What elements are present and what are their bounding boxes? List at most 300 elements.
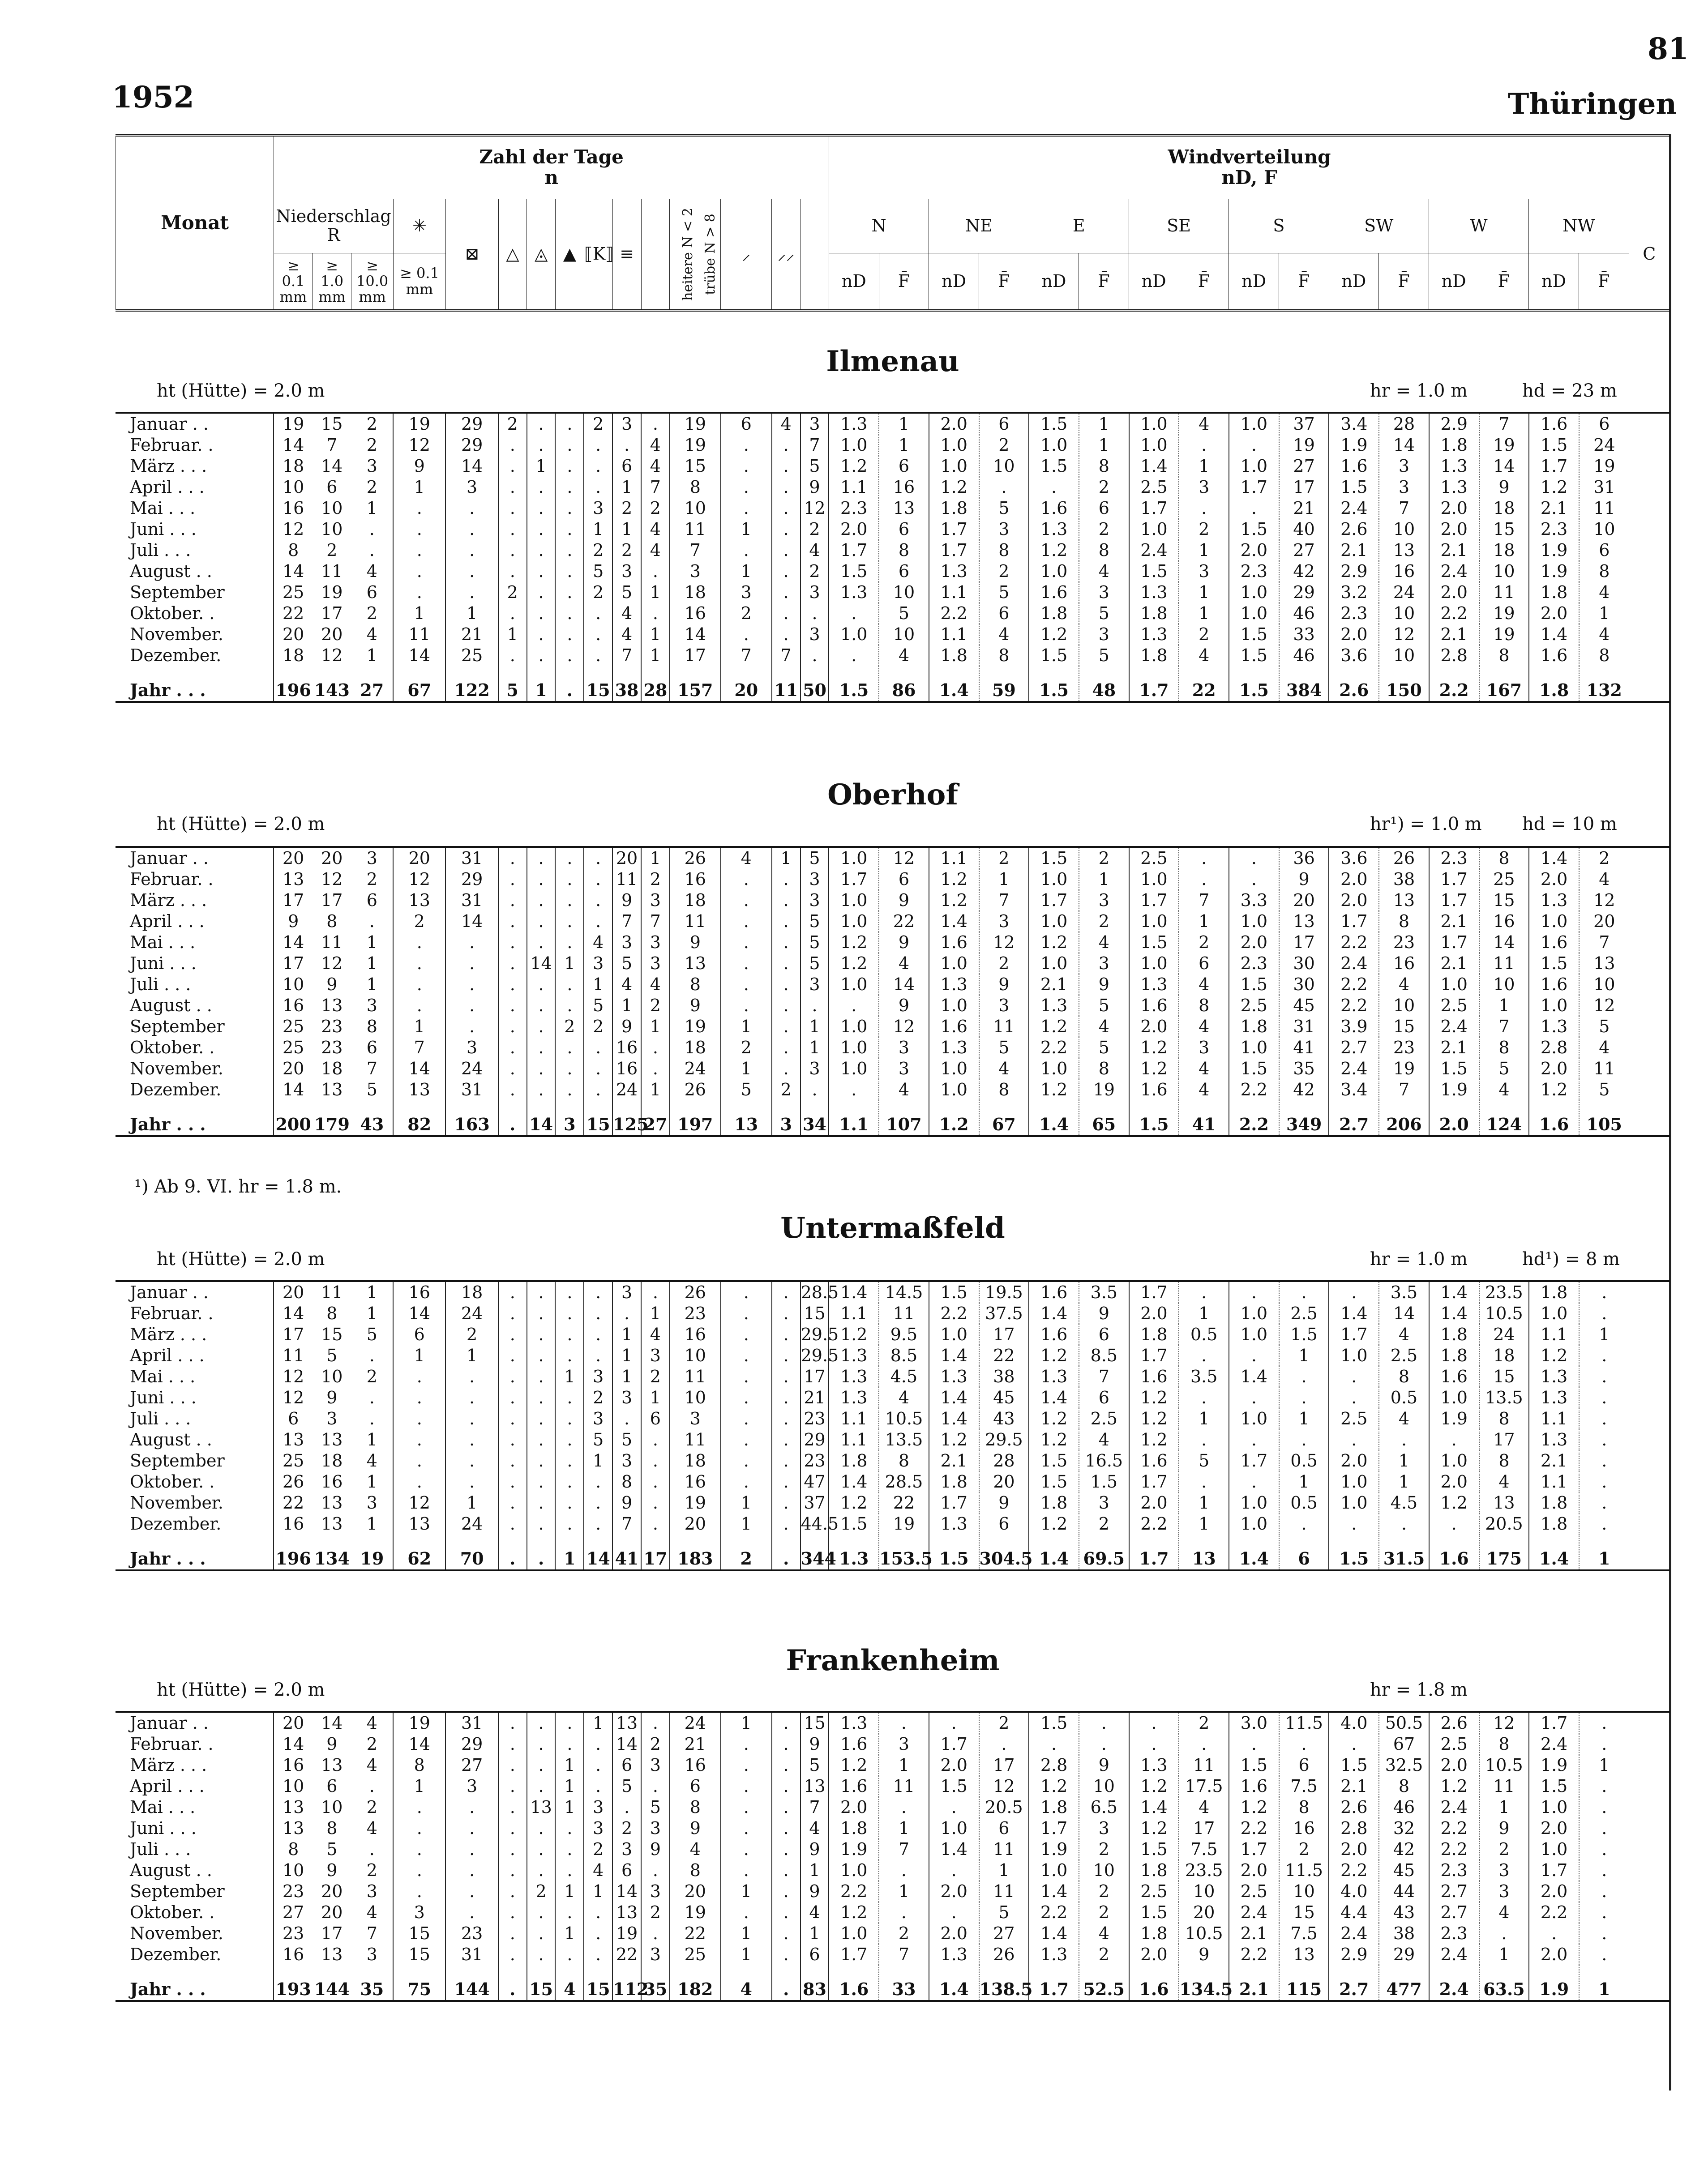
data-cell: .	[641, 1471, 670, 1492]
table-row	[116, 1324, 1670, 1345]
data-cell: 124	[1479, 1100, 1529, 1136]
data-cell: 20.5	[979, 1797, 1029, 1818]
data-cell: 1	[366, 1430, 377, 1449]
data-cell: 1.2	[1029, 1776, 1079, 1797]
header-f: F̄	[1379, 253, 1429, 311]
data-cell: .	[555, 456, 584, 477]
data-cell: 4.0	[1329, 1712, 1379, 1734]
data-cell: .	[445, 1016, 498, 1037]
data-cell: .	[584, 1303, 612, 1324]
data-cell: 24	[445, 1303, 498, 1324]
data-cell: .	[498, 540, 527, 561]
data-cell: 2.0	[829, 519, 879, 540]
data-cell: 11	[879, 1303, 929, 1324]
data-cell: 1.4	[1329, 1303, 1379, 1324]
data-cell: .	[555, 645, 584, 666]
data-cell: 4	[772, 413, 800, 435]
data-cell: 1.8	[1129, 645, 1179, 666]
data-cell: .	[1329, 1281, 1379, 1303]
data-cell: .	[641, 1037, 670, 1058]
data-cell: 1.5	[1129, 1100, 1179, 1136]
data-cell: 1.9	[1329, 435, 1379, 456]
data-cell: 10	[1379, 645, 1429, 666]
data-cell: 4	[800, 540, 829, 561]
data-cell: .	[879, 1797, 929, 1818]
data-cell: 1.6	[1529, 974, 1579, 995]
data-cell: 150	[1379, 666, 1429, 702]
data-cell: .	[498, 1712, 527, 1734]
data-cell: 138.5	[979, 1965, 1029, 2001]
data-cell: 10	[1379, 995, 1429, 1016]
data-cell: 9	[274, 911, 312, 932]
data-cell: 1.4	[829, 1281, 879, 1303]
data-cell: 1.5	[1229, 624, 1279, 645]
data-cell: 17	[1279, 932, 1329, 953]
data-cell: 2.2	[929, 603, 979, 624]
data-cell: 1.8	[1529, 582, 1579, 603]
data-cell: 2.3	[829, 498, 879, 519]
data-cell: 2.1	[1329, 540, 1379, 561]
data-cell: 1.3	[929, 1366, 979, 1387]
data-cell: 4	[1179, 974, 1229, 995]
data-cell: 17	[979, 1324, 1029, 1345]
data-cell: 2	[641, 1734, 670, 1755]
data-cell: 1.6	[1529, 413, 1579, 435]
data-cell: 2.4	[1429, 1965, 1479, 2001]
data-cell: .	[929, 1712, 979, 1734]
data-cell: 2.8	[1329, 1818, 1379, 1839]
data-cell: .	[1579, 1734, 1629, 1755]
data-cell: 29.5	[800, 1325, 839, 1344]
data-cell: .	[772, 1471, 800, 1492]
data-cell: 200	[274, 1100, 312, 1136]
data-cell: 6	[879, 519, 929, 540]
data-cell: .	[1529, 1923, 1579, 1944]
data-cell: 4	[1179, 1016, 1229, 1037]
data-cell: .	[445, 953, 498, 974]
data-cell: 3	[445, 1037, 498, 1058]
data-cell: 10	[879, 624, 929, 645]
data-cell: .	[498, 1797, 527, 1818]
data-cell: 1.0	[929, 1818, 979, 1839]
data-cell: 206	[1379, 1100, 1429, 1136]
data-cell: 2.4	[1429, 561, 1479, 582]
data-cell: 2.5	[1379, 1345, 1429, 1366]
data-cell: 11	[772, 666, 800, 702]
snow-icon: ✳	[393, 199, 445, 253]
data-cell: .	[498, 1016, 527, 1037]
data-cell: 1.2	[1129, 1037, 1179, 1058]
data-cell: 8	[979, 645, 1029, 666]
data-cell: 4	[879, 645, 929, 666]
data-cell: 304.5	[979, 1535, 1029, 1570]
data-cell: 1.2	[829, 932, 879, 953]
data-cell: 1.4	[1429, 1303, 1479, 1324]
data-cell: 1.0	[1129, 519, 1179, 540]
data-cell: 82	[393, 1100, 445, 1136]
data-cell: 27	[979, 1923, 1029, 1944]
header-nd: nD	[929, 253, 979, 311]
data-cell: .	[1179, 869, 1229, 890]
data-cell: .	[555, 1058, 584, 1079]
data-cell: 1.5	[1279, 1324, 1329, 1345]
data-cell: 1.2	[929, 1429, 979, 1450]
data-cell: 1.9	[1529, 1965, 1579, 2001]
data-cell: 86	[879, 666, 929, 702]
data-cell: .	[584, 911, 612, 932]
data-cell: 1	[366, 1472, 377, 1492]
data-cell: 1.7	[829, 540, 879, 561]
data-cell: 1.7	[829, 1944, 879, 1965]
data-cell: 2	[498, 582, 527, 603]
data-cell: 2.1	[929, 1450, 979, 1471]
data-cell: 2	[612, 1818, 641, 1839]
data-cell: 14	[393, 645, 445, 666]
data-cell: 4	[1179, 645, 1229, 666]
data-cell: 1.0	[829, 624, 879, 645]
data-cell: .	[445, 932, 498, 953]
data-cell: 1	[641, 1079, 670, 1100]
data-cell: .	[445, 1839, 498, 1860]
data-cell: 2.1	[1229, 1923, 1279, 1944]
data-cell: 1	[1079, 413, 1129, 435]
data-cell: 2	[366, 435, 377, 455]
data-cell: 17	[1479, 1429, 1529, 1450]
month-label: Juli . . .	[130, 1839, 191, 1859]
data-cell: .	[979, 1734, 1029, 1755]
data-cell: 19	[393, 1712, 445, 1734]
data-cell: 134	[314, 1548, 350, 1569]
data-cell: 9	[1479, 477, 1529, 498]
data-cell: 14	[274, 1303, 312, 1324]
data-cell: 1	[1479, 1797, 1529, 1818]
data-cell: 182	[670, 1965, 721, 2001]
data-cell: .	[584, 477, 612, 498]
data-cell: 11	[321, 561, 343, 581]
data-cell: 4	[641, 519, 670, 540]
data-cell: 1	[555, 953, 584, 974]
data-cell: 2	[1179, 519, 1229, 540]
data-cell: 23	[670, 1303, 721, 1324]
month-label: September	[130, 582, 225, 602]
data-cell: 2.0	[1329, 869, 1379, 890]
data-cell: 1	[584, 519, 612, 540]
data-cell: .	[721, 540, 772, 561]
data-cell: 1.1	[829, 477, 879, 498]
data-cell: 27	[360, 680, 384, 700]
data-cell: .	[393, 1450, 445, 1471]
data-cell: 1.7	[1529, 456, 1579, 477]
data-cell: 20	[1179, 1902, 1229, 1923]
data-cell: 1	[772, 847, 800, 869]
data-cell: 19	[670, 1902, 721, 1923]
data-cell: 1.1	[1529, 1471, 1579, 1492]
data-cell: .	[772, 1734, 800, 1755]
data-cell: 12	[1379, 624, 1429, 645]
data-cell: 1.5	[1429, 1058, 1479, 1079]
data-cell: 1.4	[929, 1965, 979, 2001]
data-cell: 29	[1379, 1944, 1429, 1965]
data-cell: 1.8	[1029, 1797, 1079, 1818]
data-cell: 1.2	[1129, 1387, 1179, 1408]
data-cell: .	[555, 603, 584, 624]
data-cell: 6	[879, 456, 929, 477]
data-cell: 4	[879, 1079, 929, 1100]
data-cell: 27	[274, 1902, 312, 1923]
data-cell: 8	[670, 1797, 721, 1818]
data-cell: 183	[670, 1535, 721, 1570]
data-cell: .	[498, 498, 527, 519]
data-cell: 1.4	[1129, 456, 1179, 477]
data-cell: 37	[800, 1492, 829, 1513]
data-cell: 12	[321, 869, 343, 889]
table-row	[116, 1492, 1670, 1513]
data-cell: .	[772, 1016, 800, 1037]
data-cell: .	[721, 456, 772, 477]
data-cell: .	[829, 603, 879, 624]
data-cell: .	[772, 1281, 800, 1303]
data-cell: .	[393, 953, 445, 974]
data-cell: .	[641, 1058, 670, 1079]
data-cell: 1.6	[929, 932, 979, 953]
data-cell: 1.0	[1529, 1839, 1579, 1860]
data-cell: 3	[1079, 1818, 1129, 1839]
data-cell: 6	[1079, 1324, 1129, 1345]
data-cell: 26	[670, 1281, 721, 1303]
data-cell: .	[369, 519, 375, 539]
data-cell: 2.0	[1329, 1450, 1379, 1471]
data-cell: 1	[641, 1303, 670, 1324]
data-cell: 21	[1279, 498, 1329, 519]
data-cell: 1.4	[929, 1839, 979, 1860]
data-cell: 2.2	[1229, 1818, 1279, 1839]
data-cell: .	[721, 1776, 772, 1797]
data-cell: 15	[1479, 890, 1529, 911]
data-cell: 1.7	[1129, 666, 1179, 702]
data-cell: .	[772, 1366, 800, 1387]
data-cell: 18	[445, 1281, 498, 1303]
data-cell: 2.2	[1329, 974, 1379, 995]
data-cell: 10	[1079, 1860, 1129, 1881]
data-cell: 20	[274, 1058, 312, 1079]
data-cell: 2.0	[1329, 624, 1379, 645]
data-cell: .	[584, 1281, 612, 1303]
data-cell: 1.3	[1529, 1366, 1579, 1387]
data-cell: 2	[555, 1016, 584, 1037]
data-cell: 3	[641, 932, 670, 953]
data-cell: 12	[979, 1776, 1029, 1797]
data-cell: .	[369, 1388, 375, 1407]
data-cell: 1	[584, 1881, 612, 1902]
data-cell: 1	[1079, 435, 1129, 456]
data-cell: 1	[1179, 456, 1229, 477]
data-cell: 1.3	[929, 561, 979, 582]
data-cell: .	[1229, 847, 1279, 869]
data-cell: 2.4	[1429, 1944, 1479, 1965]
data-cell: 16	[393, 1281, 445, 1303]
data-cell: 16.5	[1079, 1450, 1129, 1471]
data-cell: 9	[800, 477, 829, 498]
data-cell: 1.0	[929, 1324, 979, 1345]
data-cell: 2.4	[1329, 498, 1379, 519]
header-dir-se: SE	[1129, 199, 1229, 253]
data-cell: 10.5	[1179, 1923, 1229, 1944]
data-cell: 13	[721, 1100, 772, 1136]
data-cell: .	[555, 995, 584, 1016]
data-cell: .	[1129, 1712, 1179, 1734]
data-cell: .	[1579, 1923, 1629, 1944]
month-label: Oktober. .	[130, 1902, 215, 1922]
data-cell: 1.7	[1529, 1712, 1579, 1734]
data-cell: .	[555, 1513, 584, 1535]
data-cell: 31	[445, 890, 498, 911]
data-cell: .	[1429, 1429, 1479, 1450]
data-cell: 2.1	[1229, 1965, 1279, 2001]
data-cell: 196	[274, 666, 312, 702]
data-cell: 8	[326, 1818, 338, 1838]
data-cell: 2	[641, 869, 670, 890]
data-cell: 17	[1179, 1818, 1229, 1839]
data-cell: 10.5	[1479, 1755, 1529, 1776]
data-cell: 1.7	[1029, 890, 1079, 911]
data-cell: 2.0	[1529, 603, 1579, 624]
data-cell: 2.3	[1229, 953, 1279, 974]
data-cell: .	[641, 561, 670, 582]
header-zahl-label: Zahl der Tage	[479, 146, 624, 168]
extra-column-icon	[800, 199, 829, 310]
data-cell: 1.6	[1129, 1366, 1179, 1387]
data-cell: .	[584, 1776, 612, 1797]
data-cell: 7	[1179, 890, 1229, 911]
data-cell: .	[498, 561, 527, 582]
data-cell: 10	[1179, 1881, 1229, 1902]
data-cell: 41	[1279, 1037, 1329, 1058]
data-cell: 11	[321, 1283, 343, 1302]
data-cell: 1.9	[1429, 1079, 1479, 1100]
data-cell: 1.2	[1029, 1513, 1079, 1535]
month-label: Februar. .	[130, 1304, 214, 1323]
month-label: März . . .	[130, 456, 207, 476]
data-cell: .	[1279, 1734, 1329, 1755]
data-cell: 2.0	[1129, 1303, 1179, 1324]
data-cell: 16	[274, 1944, 312, 1965]
data-cell: 1.3	[1029, 1366, 1079, 1387]
data-cell: 11	[670, 1366, 721, 1387]
data-cell: 6	[979, 1818, 1029, 1839]
header-ndf-label: nD, F	[1221, 167, 1277, 189]
data-cell: 12	[879, 847, 929, 869]
data-cell: 38	[1379, 1923, 1429, 1944]
data-cell: 28.5	[879, 1471, 929, 1492]
data-cell: 19	[360, 1548, 384, 1569]
month-label: August . .	[130, 561, 212, 581]
data-cell: 3	[979, 911, 1029, 932]
data-cell: 2	[721, 1535, 772, 1570]
header-zahl-der-tage	[274, 136, 829, 199]
data-cell: 1.4	[929, 1345, 979, 1366]
data-cell: 2.0	[1529, 1944, 1579, 1965]
month-label: Juli . . .	[130, 1409, 191, 1428]
data-cell: .	[445, 1797, 498, 1818]
data-cell: 2.4	[1329, 953, 1379, 974]
data-cell: 1.0	[1229, 911, 1279, 932]
data-cell: .	[1029, 1734, 1079, 1755]
data-cell: .	[527, 1079, 556, 1100]
data-cell: 3.5	[1379, 1281, 1429, 1303]
data-cell: 0.5	[1279, 1450, 1329, 1471]
month-label: September	[130, 1017, 225, 1036]
data-cell: .	[721, 1797, 772, 1818]
table-row	[116, 1923, 1670, 1944]
data-cell: .	[555, 1471, 584, 1492]
data-cell: 3	[612, 1839, 641, 1860]
data-cell: 1.6	[1229, 1776, 1279, 1797]
data-cell: .	[527, 1944, 556, 1965]
data-cell: .	[498, 1471, 527, 1492]
data-cell: 6	[721, 413, 772, 435]
data-cell: .	[800, 995, 829, 1016]
data-cell: .	[772, 1387, 800, 1408]
data-cell: 1.4	[1129, 1797, 1179, 1818]
data-cell: .	[1179, 498, 1229, 519]
data-cell: .	[721, 477, 772, 498]
data-cell: .	[527, 624, 556, 645]
data-cell: .	[393, 1839, 445, 1860]
data-cell: .	[527, 1818, 556, 1839]
data-cell: 2	[612, 498, 641, 519]
data-cell: 3	[1379, 456, 1429, 477]
data-cell: 1	[721, 561, 772, 582]
data-cell: 0.5	[1279, 1492, 1329, 1513]
data-cell: .	[498, 1818, 527, 1839]
data-cell: 1	[584, 1450, 612, 1471]
data-cell: 7	[879, 1944, 929, 1965]
data-cell: 3	[612, 1450, 641, 1471]
data-cell: 11	[879, 1776, 929, 1797]
data-cell: 4	[1379, 974, 1429, 995]
data-cell: 2.6	[1329, 519, 1379, 540]
data-cell: 10	[274, 477, 312, 498]
data-cell: 5	[1079, 995, 1129, 1016]
data-cell: 144	[445, 1965, 498, 2001]
data-cell: 3	[612, 413, 641, 435]
data-cell: .	[1229, 1429, 1279, 1450]
data-cell: 2	[979, 561, 1029, 582]
data-cell: .	[445, 498, 498, 519]
data-cell: 12	[393, 435, 445, 456]
data-cell: 1.5	[1529, 1776, 1579, 1797]
table-row	[116, 1860, 1670, 1881]
data-cell: 1.0	[1429, 1450, 1479, 1471]
data-cell: 5	[1579, 1079, 1629, 1100]
data-cell: 1	[721, 1944, 772, 1965]
data-cell: .	[1579, 1387, 1629, 1408]
data-cell: 2.0	[1129, 1016, 1179, 1037]
data-cell: .	[641, 413, 670, 435]
data-cell: 18	[321, 1451, 343, 1471]
data-cell: 83	[800, 1965, 829, 2001]
data-cell: .	[555, 1902, 584, 1923]
data-cell: 50.5	[1379, 1712, 1429, 1734]
data-cell: 1.2	[829, 953, 879, 974]
data-cell: .	[498, 911, 527, 932]
data-cell: 12	[1479, 1712, 1529, 1734]
data-cell: 2	[1079, 1839, 1129, 1860]
data-cell: 1.8	[929, 498, 979, 519]
data-cell: 3	[800, 890, 829, 911]
data-cell: .	[527, 413, 556, 435]
data-cell: .	[584, 645, 612, 666]
